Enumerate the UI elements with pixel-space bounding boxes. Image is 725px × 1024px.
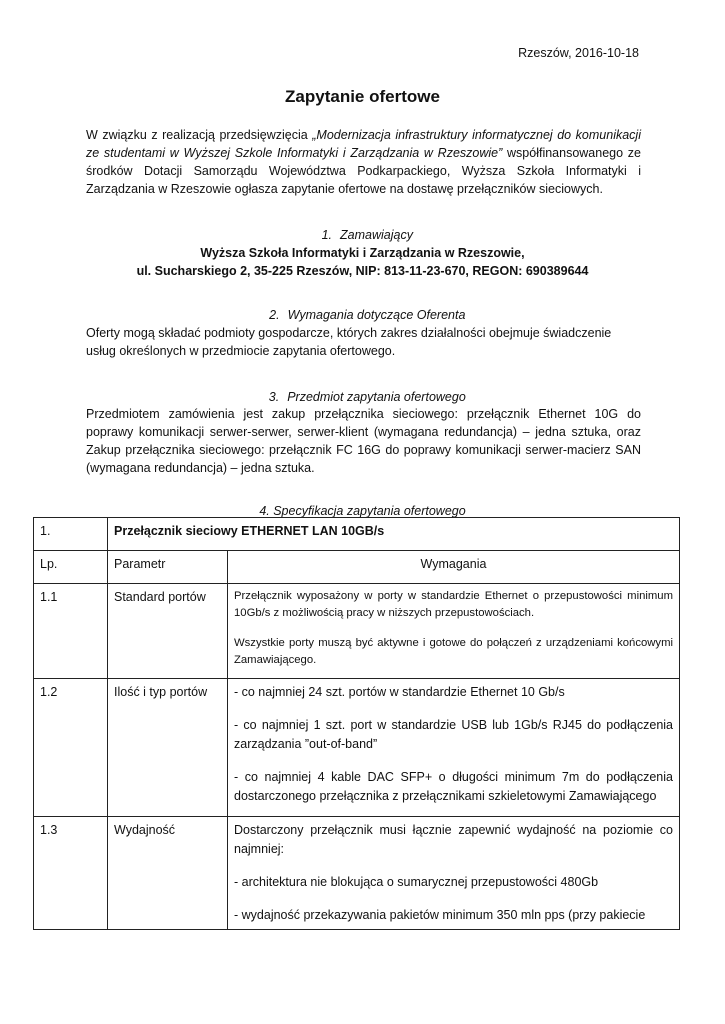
section-2-title: Wymagania dotyczące Oferenta xyxy=(287,308,466,322)
table-header-row xyxy=(34,551,680,584)
specification-table xyxy=(33,517,680,930)
requirement-text: Przełącznik wyposażony w porty w standardzie Ethernet o przepustowości minimum 10Gb/s z możliwością pracy w niższych przepustowościach. xyxy=(234,590,673,619)
section-1-title: Zamawiający xyxy=(340,228,413,242)
section-1-heading xyxy=(0,226,725,244)
row-requirements xyxy=(228,584,680,679)
buyer-name: Wyższa Szkoła Informatyki i Zarządzania w Rzeszowie, xyxy=(200,246,525,260)
section-3-heading xyxy=(0,388,725,406)
section-3-body: Przedmiotem zamówienia jest zakup przełącznika sieciowego: przełącznik Ethernet 10G do poprawy komunikacji serwer-serwer, serwer-klient (wymagana redundancja) – jedna sztuka, oraz Zakup przełącznika sieciowego: przełącznik FC 16G do poprawy komunikacji serwer-macierz SAN (wymagana redundancja) – jedna sztuka. xyxy=(86,407,641,475)
intro-lead: W związku z realizacją przedsięwzięcia xyxy=(86,128,308,142)
table-row xyxy=(34,679,680,817)
table-row xyxy=(34,584,680,679)
row-requirements xyxy=(228,817,680,930)
header-req: Wymagania xyxy=(228,551,680,584)
section-3-number: 3. xyxy=(268,390,280,404)
intro-project-name: „Modernizacja infrastruktury informatycznej do komunikacji ze studentami w Wyższej Szkole Informatyki i Zarządzania w Rzeszowie” xyxy=(86,128,641,160)
row-lp: 1.1 xyxy=(34,584,108,679)
row-lp: 1.2 xyxy=(34,679,108,817)
header-lp: Lp. xyxy=(34,551,108,584)
section-2-body: Oferty mogą składać podmioty gospodarcze, których zakres działalności obejmuje świadczenie usług określonych w przedmiocie zapytania ofertowego. xyxy=(86,326,612,358)
row-requirements xyxy=(228,679,680,817)
section-3-title: Przedmiot zapytania ofertowego xyxy=(287,390,466,404)
row-param: Wydajność xyxy=(108,817,228,930)
intro-rest: współfinansowanego ze środków Dotacji Samorządu Województwa Podkarpackiego, Wyższa Szkoła Informatyki i Zarządzania w Rzeszowie ogłasza zapytanie ofertowe na dostawę przełączników sieciowych. xyxy=(86,146,641,196)
group-number: 1. xyxy=(34,518,108,551)
document-date: Rzeszów, 2016-10-18 xyxy=(518,46,639,60)
row-lp: 1.3 xyxy=(34,817,108,930)
table-group-row xyxy=(34,518,680,551)
requirement-text: - architektura nie blokująca o sumarycznej przepustowości 480Gb xyxy=(234,875,599,889)
requirement-text: Wszystkie porty muszą być aktywne i gotowe do połączeń z urządzeniami końcowymi Zamawiającego. xyxy=(234,637,673,666)
requirement-text: - co najmniej 1 szt. port w standardzie USB lub 1Gb/s RJ45 do podłączenia zarządzania ”out-of-band” xyxy=(234,718,673,751)
section-2-heading xyxy=(0,306,725,324)
section-1-number: 1. xyxy=(321,228,333,242)
row-param: Standard portów xyxy=(108,584,228,679)
group-title: Przełącznik sieciowy ETHERNET LAN 10GB/s xyxy=(108,518,680,551)
intro-paragraph xyxy=(86,126,641,198)
document-title: Zapytanie ofertowe xyxy=(285,87,440,106)
table-row xyxy=(34,817,680,930)
requirement-text: - co najmniej 4 kable DAC SFP+ o długości minimum 7m do podłączenia dostarczonego przełącznika z przełącznikami szkieletowymi Zamawiającego xyxy=(234,770,673,803)
row-param: Ilość i typ portów xyxy=(108,679,228,817)
buyer-address: ul. Sucharskiego 2, 35-225 Rzeszów, NIP: 813-11-23-670, REGON: 690389644 xyxy=(136,264,589,278)
header-param: Parametr xyxy=(108,551,228,584)
requirement-text: Dostarczony przełącznik musi łącznie zapewnić wydajność na poziomie co najmniej: xyxy=(234,823,673,856)
requirement-text: - wydajność przekazywania pakietów minimum 350 mln pps (przy pakiecie xyxy=(234,908,646,922)
section-2-number: 2. xyxy=(269,308,280,322)
section-4-caption: 4. Specyfikacja zapytania ofertowego xyxy=(259,504,466,518)
requirement-text: - co najmniej 24 szt. portów w standardzie Ethernet 10 Gb/s xyxy=(234,685,565,699)
